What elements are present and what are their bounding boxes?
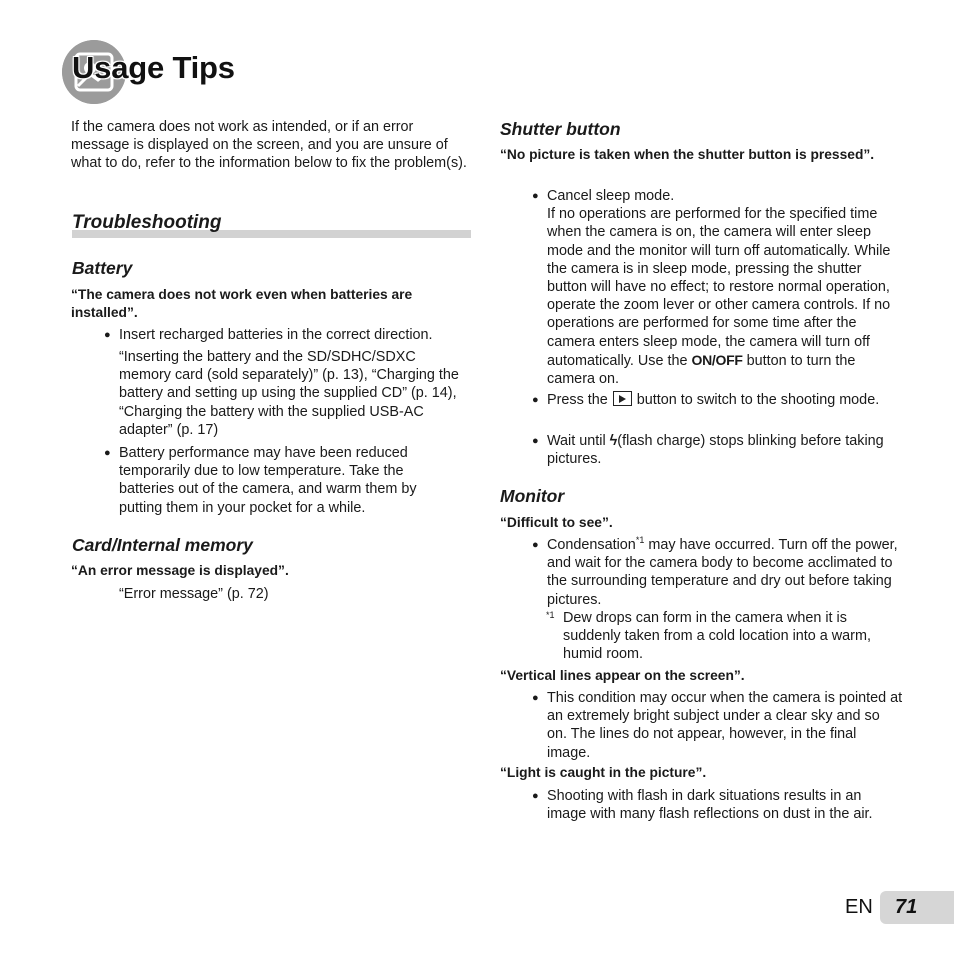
monitor-question1: “Difficult to see”. <box>500 515 613 530</box>
list-item <box>532 432 897 468</box>
bullet-icon: ● <box>532 539 539 551</box>
shutter-bullet2-b: button to switch to the shooting mode. <box>636 392 880 408</box>
bullet-icon: ● <box>532 692 539 704</box>
monitor-q1-bullet-b: may have occurred. Turn off the power, and wait for the camera body to become acclimated to the surrounding temperature and dry out before taking pictures. <box>547 537 898 608</box>
bullet-icon: ● <box>532 435 539 447</box>
bullet-icon: ● <box>104 329 111 341</box>
list-item <box>532 787 903 823</box>
section-title: Troubleshooting <box>72 212 222 233</box>
list-item <box>104 326 469 344</box>
page-title: Usage Tips <box>72 50 235 85</box>
bullet-icon: ● <box>532 394 539 406</box>
monitor-heading: Monitor <box>500 486 565 506</box>
list-item <box>104 444 459 517</box>
battery-bullet1: Insert recharged batteries in the correct direction. <box>119 327 433 343</box>
playback-icon <box>613 391 632 406</box>
bullet-icon: ● <box>532 790 539 802</box>
list-item <box>532 187 902 388</box>
card-ref: “Error message” (p. 72) <box>119 586 269 602</box>
intro-text: If the camera does not work as intended, or if an error message is displayed on the screen, and you are unsure of what to do, refer to the information below to fix the problem(s). <box>71 119 467 172</box>
footnote-ref: *1 <box>635 535 645 546</box>
list-item <box>532 689 903 762</box>
monitor-footnote: Dew drops can form in the camera when it is suddenly taken from a cold location into a warm, humid room. <box>563 610 871 663</box>
shutter-bullet3-b: (flash charge) stops blinking before taking pictures. <box>547 433 884 468</box>
monitor-q2-bullet: This condition may occur when the camera is pointed at an extremely bright subject under a clear sky and so on. The lines do not appear, however, in the final image. <box>547 690 903 761</box>
shutter-question: “No picture is taken when the shutter button is pressed”. <box>500 147 875 162</box>
battery-bullet2: Battery performance may have been reduced temporarily due to low temperature. Take the batteries out of the camera, and warm them by putting them in your pocket for a while. <box>119 445 417 516</box>
list-item <box>532 391 897 409</box>
shutter-bullet1-body: If no operations are performed for the specified time when the camera is on, the camera will enter sleep mode and the monitor will turn off automatically. While the camera is in sleep mode, pressing the shutter button will have no effect; to restore normal operation, operate the zoom lever or other camera controls. If no operations are performed for some time after the camera enters sleep mode, the camera will turn off automatically. Use the <box>547 206 891 369</box>
battery-bullet1-ref: “Inserting the battery and the SD/SDHC/SDXC memory card (sold separately)” (p. 13), “Charging the battery and setting up using the supplied CD” (p. 14), “Charging the battery with the supplied USB-AC adapter” (p. 17) <box>119 349 459 438</box>
monitor-q3-bullet: Shooting with flash in dark situations results in an image with many flash reflections on dust in the air. <box>547 788 873 823</box>
footnote-mark: *1 <box>546 610 555 620</box>
battery-heading: Battery <box>72 258 133 278</box>
bullet-icon: ● <box>532 190 539 202</box>
shutter-heading: Shutter button <box>500 119 621 139</box>
shutter-bullet1-body-end: button to turn the camera on. <box>547 352 856 388</box>
bullet-icon: ● <box>104 447 111 459</box>
shutter-bullet1-title: Cancel sleep mode. <box>547 188 675 204</box>
card-question: “An error message is displayed”. <box>71 563 289 578</box>
card-heading: Card/Internal memory <box>72 535 253 555</box>
monitor-q1-bullet-a: Condensation <box>547 537 636 553</box>
shutter-bullet3-a: Wait until <box>547 433 606 449</box>
page-number: 71 <box>895 896 918 918</box>
monitor-question3: “Light is caught in the picture”. <box>500 765 707 780</box>
language-label: EN <box>845 896 873 918</box>
flash-icon: ϟ <box>609 433 618 449</box>
onoff-button-label: ON/OFF <box>691 351 743 368</box>
list-item <box>532 535 902 609</box>
monitor-question2: “Vertical lines appear on the screen”. <box>500 668 745 683</box>
shutter-bullet2-a: Press the <box>547 392 608 408</box>
battery-question: “The camera does not work even when batteries are installed”. <box>71 287 413 320</box>
